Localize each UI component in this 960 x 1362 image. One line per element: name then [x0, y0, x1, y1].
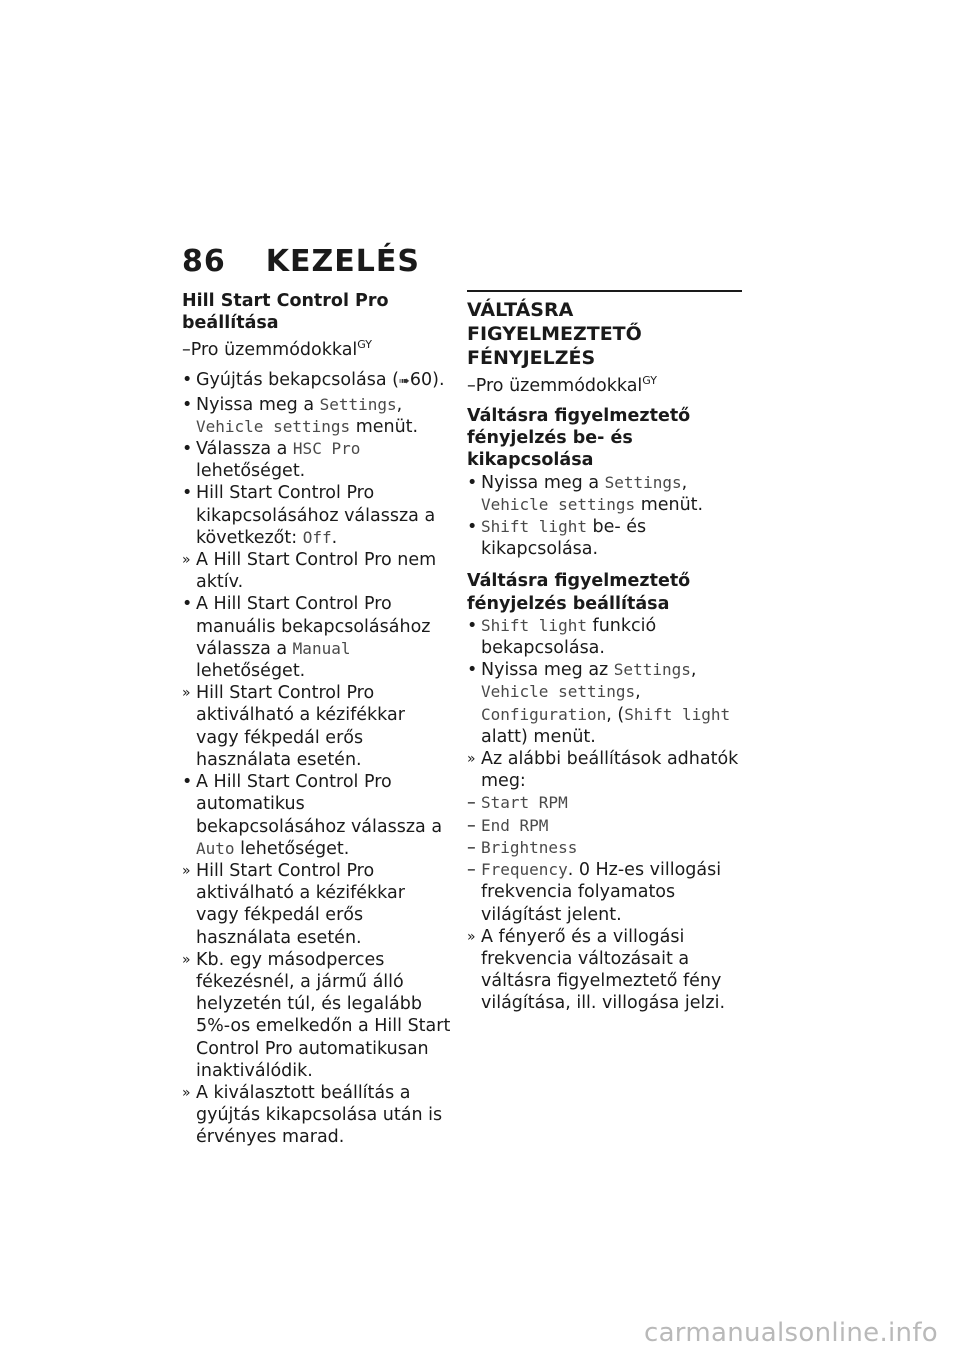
- item-text: ,: [396, 394, 403, 415]
- item-text: .: [331, 527, 338, 548]
- item-text: lehetőséget.: [196, 461, 306, 482]
- bullet-marker: •: [467, 660, 478, 681]
- bullet-marker: •: [467, 615, 478, 636]
- menu-term: Frequency: [481, 860, 568, 880]
- list-item: [467, 472, 742, 516]
- sub-heading-on-off: Váltásra figyelmeztető fényjelzés be- és kikapcsolása: [467, 406, 691, 471]
- mode-note: [467, 370, 742, 397]
- bullet-marker: •: [182, 594, 193, 615]
- result-marker: »: [182, 552, 191, 569]
- page-number: 86: [182, 244, 226, 279]
- bullet-marker: •: [467, 517, 478, 538]
- mode-note-sup: GY: [357, 338, 372, 352]
- bullet-marker: •: [182, 370, 193, 391]
- page-ref-arrow-icon: ➠: [398, 374, 410, 390]
- right-column: [467, 290, 742, 1015]
- item-text: be- és kikapcsolása.: [481, 517, 647, 560]
- item-text: , (: [606, 704, 625, 725]
- list-item: [182, 438, 452, 482]
- item-text: A fényerő és a villogási frekvencia változásait a váltásra figyelmeztető fény világítása, ill. villogása jelzi.: [481, 926, 726, 1014]
- menu-term: Off: [302, 527, 332, 547]
- menu-term: Shift light: [481, 517, 587, 537]
- menu-term: Vehicle settings: [481, 682, 636, 702]
- result-item: [182, 549, 452, 593]
- menu-term: Settings: [319, 394, 397, 414]
- menu-term: Vehicle settings: [481, 494, 636, 514]
- bullet-marker: •: [182, 772, 193, 793]
- item-text: Hill Start Control Pro aktiválható a kézifékkar vagy fékpedál erős használata esetén.: [196, 860, 405, 948]
- item-text: A Hill Start Control Pro manuális bekapcsolásához válassza a: [196, 594, 431, 659]
- section-title: KEZELÉS: [265, 244, 420, 279]
- dash-item: [467, 792, 742, 814]
- item-text: ,: [681, 472, 688, 493]
- bullet-marker: •: [467, 472, 478, 493]
- mode-note-text: Pro üzemmódokkal: [190, 340, 358, 361]
- left-column: [182, 290, 452, 1149]
- mode-note-sup: GY: [642, 374, 657, 387]
- result-item: [467, 926, 742, 1015]
- result-marker: »: [467, 928, 476, 945]
- menu-term: Settings: [613, 660, 691, 680]
- item-text: menüt.: [635, 494, 704, 515]
- menu-term: Brightness: [481, 837, 578, 857]
- list-item: [182, 593, 452, 682]
- item-text: Nyissa meg a: [196, 394, 320, 415]
- dash-marker: –: [467, 793, 476, 814]
- result-item: [467, 748, 742, 792]
- menu-term: End RPM: [481, 815, 549, 835]
- result-marker: »: [182, 1084, 191, 1101]
- menu-term: Vehicle settings: [196, 416, 351, 436]
- item-text: A Hill Start Control Pro automatikus bekapcsolásához válassza a: [196, 772, 443, 837]
- list-item: [467, 516, 742, 560]
- mode-note: [182, 334, 452, 361]
- item-text: Nyissa meg a: [481, 472, 605, 493]
- menu-term: Shift light: [624, 704, 731, 724]
- result-marker: »: [467, 751, 476, 768]
- list-item: [467, 615, 742, 659]
- dash-marker: –: [467, 375, 476, 396]
- result-item: [182, 682, 452, 771]
- item-text: Nyissa meg az: [481, 660, 614, 681]
- shift-light-heading: VÁLTÁSRA FIGYELMEZTETŐ FÉNYJELZÉS: [467, 290, 742, 370]
- item-text: ,: [690, 660, 697, 681]
- item-text: Kb. egy másodperces fékezésnél, a jármű álló helyzetén túl, és legalább 5%-os emelkedőn a Hill Start Control Pro automatikusan inaktiválódik.: [196, 949, 451, 1081]
- list-item: [467, 659, 742, 748]
- item-text: lehetőséget.: [234, 838, 350, 859]
- sub-heading-settings: Váltásra figyelmeztető fényjelzés beállítása: [467, 571, 691, 614]
- list-item: [182, 369, 452, 393]
- menu-term: Start RPM: [481, 793, 568, 813]
- menu-term: Manual: [292, 638, 351, 658]
- list-item: [182, 394, 452, 438]
- bullet-marker: •: [182, 439, 193, 460]
- item-text: Gyújtás bekapcsolása (: [196, 370, 399, 391]
- mode-note-text: Pro üzemmódokkal: [475, 375, 643, 396]
- list-item: [182, 482, 452, 549]
- page-header: [182, 244, 420, 279]
- item-text: ).: [432, 370, 445, 391]
- result-item: [182, 949, 452, 1082]
- bullet-marker: •: [182, 394, 193, 415]
- item-text: funkció bekapcsolása.: [481, 615, 657, 659]
- item-text: A Hill Start Control Pro nem aktív.: [196, 550, 437, 593]
- item-text: Válassza a: [196, 439, 293, 460]
- menu-term: Shift light: [481, 615, 587, 635]
- item-text: lehetőséget.: [196, 661, 306, 682]
- dash-marker: –: [182, 340, 191, 361]
- item-text: . 0 Hz-es villogási frekvencia folyamatos világítást jelent.: [481, 860, 722, 925]
- result-item: [182, 1082, 452, 1149]
- dash-item: [467, 815, 742, 837]
- bullet-marker: •: [182, 483, 193, 504]
- dash-marker: –: [467, 860, 476, 881]
- item-text: alatt) menüt.: [481, 726, 596, 747]
- watermark: carmanualsonline.info: [643, 1318, 938, 1348]
- list-item: [182, 771, 452, 860]
- result-marker: »: [182, 685, 191, 702]
- dash-item: [467, 837, 742, 859]
- dash-marker: –: [467, 837, 476, 858]
- dash-item: [467, 859, 742, 926]
- menu-term: Auto: [196, 838, 235, 858]
- result-item: [182, 860, 452, 949]
- item-text: Hill Start Control Pro aktiválható a kézifékkar vagy fékpedál erős használata esetén.: [196, 683, 405, 770]
- dash-marker: –: [467, 815, 476, 836]
- hsc-heading: Hill Start Control Pro beállítása: [182, 291, 389, 334]
- menu-term: Configuration: [481, 704, 607, 724]
- item-text: ,: [635, 682, 641, 703]
- result-marker: »: [182, 951, 191, 968]
- menu-term: Settings: [604, 472, 682, 492]
- item-text: menüt.: [350, 416, 419, 437]
- item-text: A kiválasztott beállítás a gyújtás kikapcsolása után is érvényes marad.: [196, 1082, 443, 1148]
- item-text: Hill Start Control Pro kikapcsolásához válassza a következőt:: [196, 483, 436, 548]
- page-ref[interactable]: 60: [409, 370, 433, 391]
- menu-term: HSC Pro: [292, 439, 361, 459]
- item-text: Az alábbi beállítások adhatók meg:: [481, 749, 739, 792]
- result-marker: »: [182, 862, 191, 879]
